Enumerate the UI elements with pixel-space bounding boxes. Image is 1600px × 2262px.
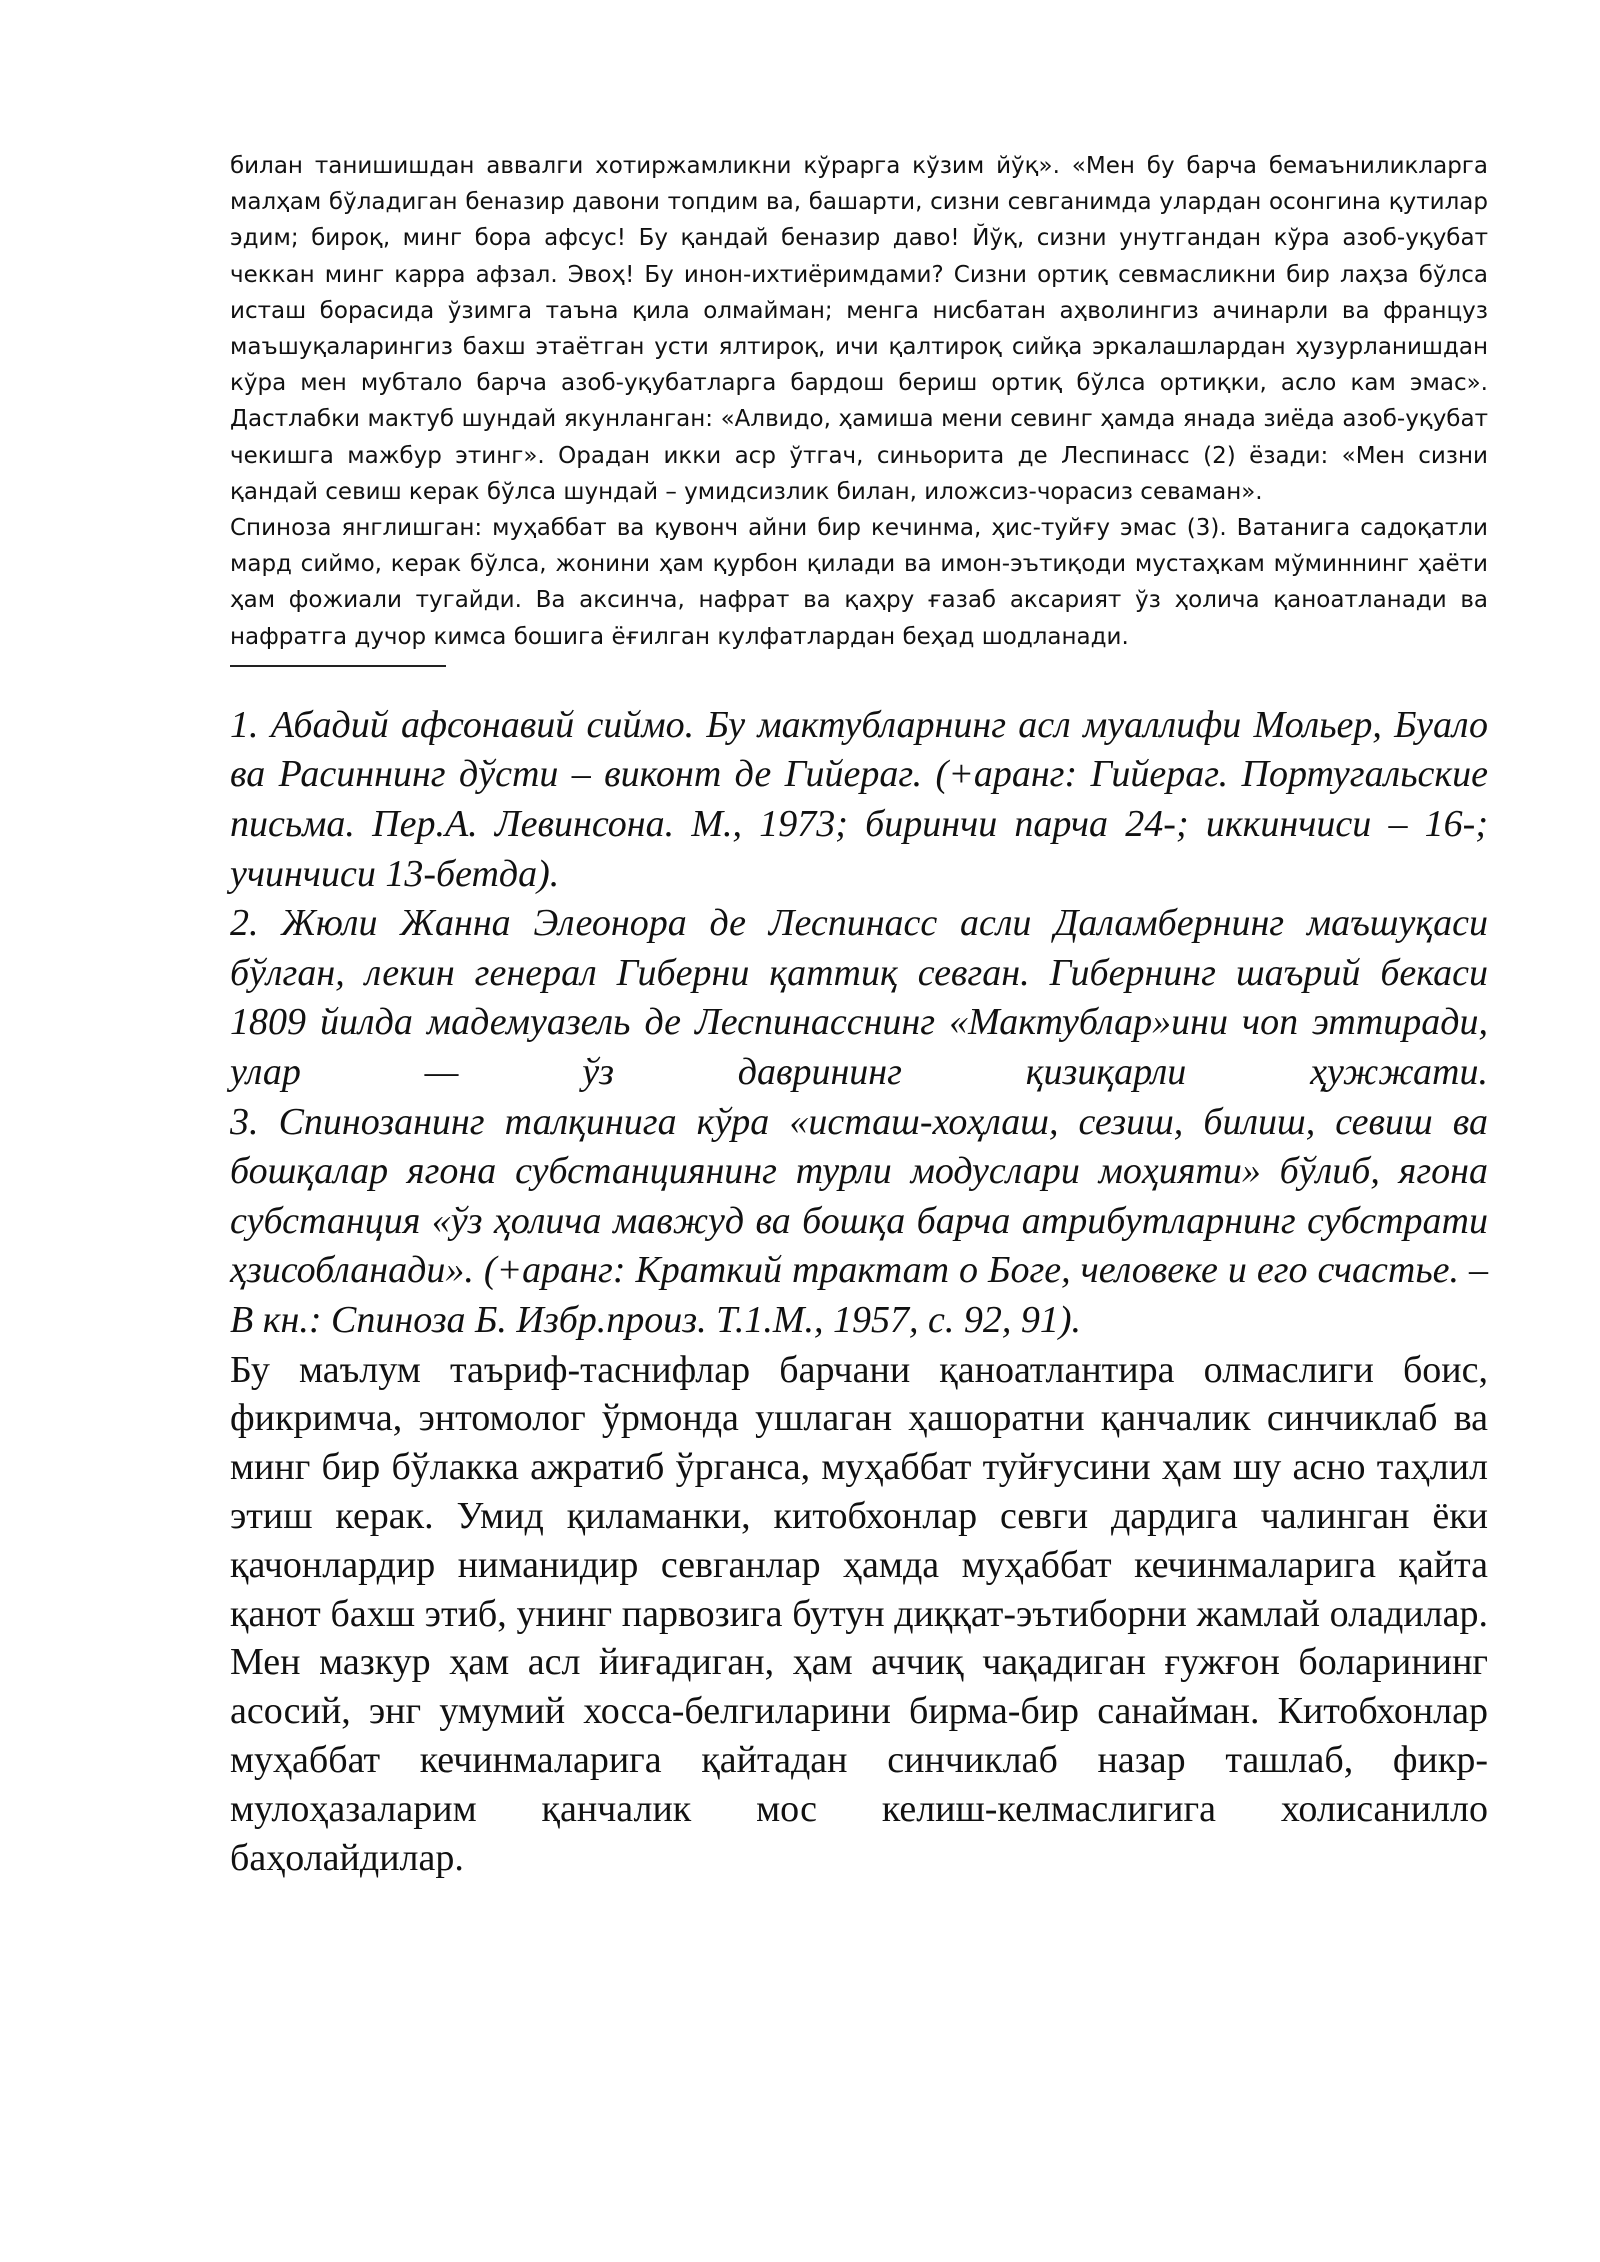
footnote-2: 2. Жюли Жанна Элеонора де Леспинасс асли Даламбернинг маъшуқаси бўлган, лекин генерал Гиберни қаттиқ севган. Гибернинг шаърий бекаси 1809 йилда мадемуазель де Леспинасснинг «Мактублар»ини чоп эттиради, улар — ўз даврининг қизиқарли ҳужжати. — [230, 902, 1488, 1093]
body-paragraph-2: Спиноза янглишган: муҳаббат ва қувонч айни бир кечинма, ҳис-туйғу эмас (3). Ватанига садоқатли мард сиймо, керак бўлса, жонини ҳам қурбон қилади ва имон-эътиқоди мустаҳкам мўминнинг ҳаёти ҳам фожиали тугайди. Ва аксинча, нафрат ва қаҳру ғазаб аксарият ўз ҳолича қаноатланади ва нафратга дучор кимса бошига ёғилган кулфатлардан беҳад шодланади. — [230, 515, 1488, 650]
body-paragraph-1: билан танишишдан аввалги хотиржамликни кўрарга кўзим йўқ». «Мен бу барча бемаъниликларга малҳам бўладиган беназир давони топдим ва, башарти, сизни севганимда улардан осонгина қутилар эдим; бироқ, минг бора афсус! Бу қандай беназир даво! Йўқ, сизни унутгандан кўра азоб-уқубат чеккан минг карра афзал. Эвоҳ! Бу инон-ихтиёримдами? Сизни ортиқ севмасликни бир лаҳза бўлса исташ борасида ўзимга таъна қила олмайман; менга нисбатан аҳволингиз ачинарли ва француз маъшуқаларингиз бахш этаётган усти ялтироқ, ичи қалтироқ сийқа эркалашлардан ҳузурланишдан кўра мен мубтало барча азоб-уқубатларга бардош бериш ортиқ бўлса ортиқки, асло кам эмас». Дастлабки мактуб шундай якунланган: «Алвидо, ҳамиша мени севинг ҳамда янада зиёда азоб-уқубат чекишга мажбур этинг». Орадан икки аср ўтгач, синьорита де Леспинасс (2) ёзади: «Мен сизни қандай севиш керак бўлса шундай – умидсизлик билан, иложсиз-чорасиз севаман». — [230, 153, 1488, 505]
footnote-separator — [230, 665, 446, 667]
document-page — [230, 148, 1488, 1882]
footnote-1: 1. Абадий афсонавий сиймо. Бу мактубларнинг асл муаллифи Мольер, Буало ва Расиннинг дўсти – виконт де Гийераг. (+аранг: Гийераг. Португальские письма. Пер.А. Левинсона. М., 1973; биринчи парча 24-; иккинчиси – 16-; учинчиси 13-бетда). — [230, 703, 1488, 895]
footnotes — [230, 701, 1488, 1346]
footnote-3: 3. Спинозанинг талқинига кўра «исташ-хоҳлаш, сезиш, билиш, севиш ва бошқалар ягона субстанциянинг турли модуслари моҳияти» бўлиб, ягона субстанция «ўз ҳолича мавжуд ва бошқа барча атрибутларнинг субстрати ҳзисобланади». (+аранг: Краткий трактат о Боге, человеке и его счастье. – В кн.: Спиноза Б. Избр.произ. Т.1.М., 1957, с. 92, 91). — [230, 1100, 1488, 1341]
body-paragraph-3: Бу маълум таъриф-таснифлар барчани қаноатлантира олмаслиги боис, фикримча, энтомолог ўрмонда ушлаган ҳашоратни қанчалик синчиклаб ва минг бир бўлакка ажратиб ўрганса, муҳаббат туйғусини ҳам шу асно таҳлил этиш керак. Умид қиламанки, китобхонлар севги дардига чалинган ёки қачонлардир ниманидир севганлар ҳамда муҳаббат кечинмаларига қайта қанот бахш этиб, унинг парвозига бутун диққат-эътиборни жамлай оладилар. Мен мазкур ҳам асл йиғадиган, ҳам аччиқ чақадиган ғужғон боларининг асосий, энг умумий хосса-белгиларини бирма-бир санайман. Китобхонлар муҳаббат кечинмаларига қайтадан синчиклаб назар ташлаб, фикр-мулоҳазаларим қанчалик мос келиш-келмаслигига холисанилло баҳолайдилар. — [230, 1348, 1488, 1879]
